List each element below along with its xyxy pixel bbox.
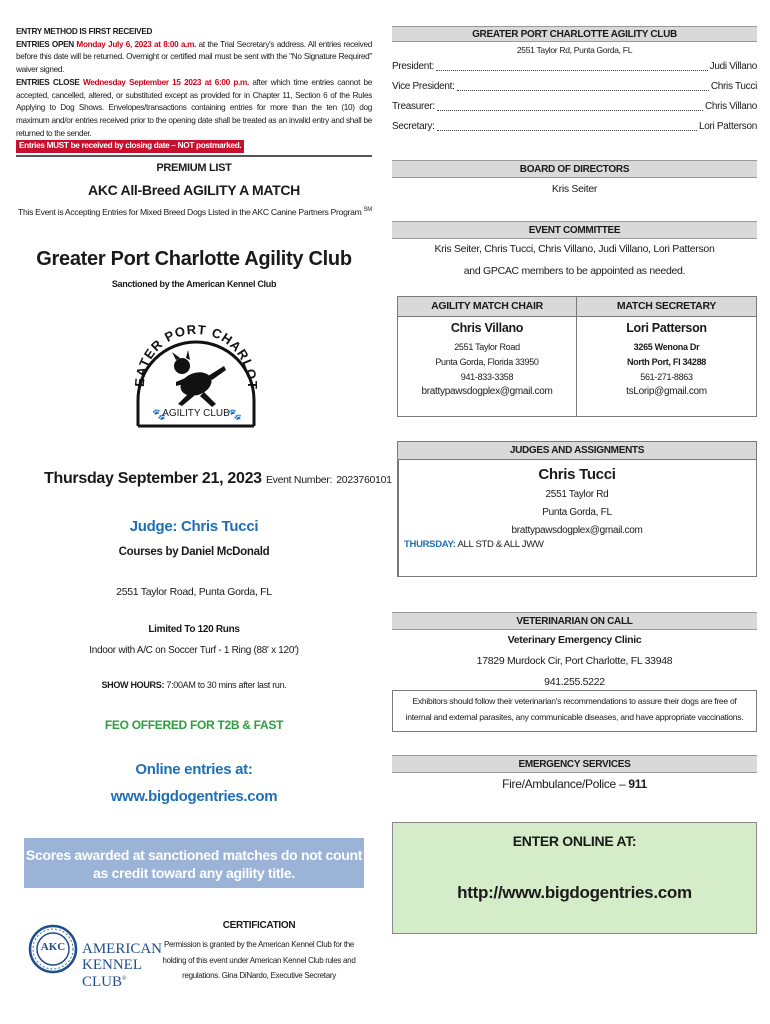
enter-online-url[interactable]: http://www.bigdogentries.com: [457, 883, 692, 902]
chair-email[interactable]: brattypawsdogplex@gmail.com: [421, 386, 553, 397]
officer-row: [392, 57, 757, 77]
closing-note: Entries MUST be received by closing date – NOT postmarked.: [16, 140, 244, 153]
show-hours-value: 7:00AM to 30 mins after last run.: [166, 680, 287, 690]
akc-seal-logo: [28, 924, 78, 974]
secretary-name: Lori Patterson: [626, 321, 707, 335]
judge-name: Chris Tucci: [538, 466, 616, 483]
akc-seal-text: AKC: [40, 941, 66, 953]
club-box-address: 2551 Taylor Rd, Punta Gorda, FL: [516, 45, 633, 55]
premium-list-title: PREMIUM LIST: [156, 162, 232, 174]
secretary-street: 3265 Wenona Dr: [633, 342, 700, 352]
divider: [16, 155, 372, 157]
assignment-day: THURSDAY:: [404, 539, 456, 550]
emergency-header: EMERGENCY SERVICES: [392, 755, 757, 773]
mixed-breed-note: [10, 207, 380, 217]
chair-name: Chris Villano: [450, 321, 524, 335]
service-mark: SM: [363, 207, 372, 214]
board-header: BOARD OF DIRECTORS: [392, 160, 757, 178]
event-number-label: Event Number:: [265, 474, 333, 486]
entries-close-paragraph: [16, 77, 372, 141]
event-number: 2023760101: [336, 474, 392, 486]
mixed-breed-text: This Event is Accepting Entries for Mixed Breed Dogs Listed in the AKC Canine Partners Program: [18, 207, 362, 217]
akc-wordmark-line2-wrap: [82, 957, 162, 990]
match-title: AKC All-Breed AGILITY A MATCH: [88, 182, 300, 198]
chair-city: Punta Gorda, Florida 33950: [435, 357, 539, 367]
officers-list: [392, 57, 757, 137]
committee-line1: Kris Seiter, Chris Tucci, Chris Villano, Judi Villano, Lori Patterson: [434, 243, 715, 255]
secretary-email[interactable]: tsLorip@gmail.com: [626, 386, 707, 397]
secretary-city: North Port, Fl 34288: [626, 357, 707, 367]
committee-line2: and GPCAC members to be appointed as needed.: [463, 265, 686, 277]
logo-bottom-text: AGILITY CLUB: [162, 408, 230, 419]
akc-wordmark: [82, 942, 162, 990]
officer-name: Chris Tucci: [710, 81, 757, 92]
assignment-classes: ALL STD & ALL JWW: [457, 539, 544, 550]
event-address: 2551 Taylor Road, Punta Gorda, FL: [116, 586, 272, 598]
officer-role: Treasurer:: [392, 101, 435, 112]
event-date: Thursday September 21, 2023: [44, 470, 262, 487]
paw-print-icon-right: 🐾: [228, 409, 242, 421]
entries-open-label: ENTRIES OPEN: [16, 39, 74, 49]
emergency-number: 911: [628, 777, 647, 791]
show-hours-label: SHOW HOURS:: [101, 680, 165, 690]
club-box-header: GREATER PORT CHARLOTTE AGILITY CLUB: [392, 26, 757, 42]
entries-open-text: at the Trial Secretary's address. All entries received before this date will be returned. Overnight or certified mail must be sent with the "No Signature Required" waiver signed.: [16, 39, 372, 75]
scores-note-banner: [24, 838, 364, 888]
emergency-line: [392, 777, 757, 791]
entries-open-date: Monday July 6, 2023 at 8:00 a.m.: [76, 39, 197, 49]
enter-online-label: ENTER ONLINE AT:: [512, 833, 637, 849]
event-date-line: [44, 470, 392, 488]
secretary-column: [577, 297, 756, 416]
judges-box: [397, 441, 757, 577]
akc-wordmark-line2: KENNEL CLUB: [82, 957, 142, 990]
indoor-info: Indoor with A/C on Soccer Turf - 1 Ring (88' x 120'): [89, 645, 299, 656]
chair-column: [398, 297, 577, 416]
judge-email[interactable]: brattypawsdogplex@gmail.com: [511, 525, 643, 536]
chair-street: 2551 Taylor Road: [454, 342, 520, 352]
emergency-text: Fire/Ambulance/Police –: [502, 777, 626, 791]
akc-wordmark-line1: AMERICAN: [82, 941, 163, 957]
courses-by: Courses by Daniel McDonald: [118, 546, 270, 558]
vet-address: 17829 Murdock Cir, Port Charlotte, FL 33948: [476, 655, 673, 667]
committee-header: EVENT COMMITTEE: [392, 221, 757, 239]
officer-row: [392, 77, 757, 97]
vet-note: Exhibitors should follow their veterinarian's recommendations to assure their dogs are free of internal and external parasites, any communicable diseases, and have appropriate vaccinations.: [392, 690, 757, 732]
officer-name: Chris Villano: [704, 101, 757, 112]
entry-info-block: [16, 26, 372, 153]
judge-assignment: [398, 539, 756, 550]
vet-phone: 941.255.5222: [544, 676, 605, 688]
entries-open-paragraph: [16, 39, 372, 77]
feo-offered: FEO OFFERED FOR T2B & FAST: [104, 718, 284, 732]
dog-silhouette: [172, 350, 226, 407]
chair-phone: 941-833-3358: [460, 372, 514, 382]
vet-clinic: Veterinary Emergency Clinic: [507, 634, 642, 646]
officer-row: [392, 117, 757, 137]
vet-header: VETERINARIAN ON CALL: [392, 612, 757, 630]
officer-role: Secretary:: [392, 121, 435, 132]
judge-street: 2551 Taylor Rd: [545, 489, 609, 500]
scores-note-text: Scores awarded at sanctioned matches do not count as credit toward any agility title.: [25, 847, 363, 882]
entries-close-label: ENTRIES CLOSE: [16, 77, 80, 87]
chair-header: AGILITY MATCH CHAIR: [398, 297, 576, 317]
paw-print-icon-left: 🐾: [152, 409, 166, 421]
officer-name: Judi Villano: [709, 61, 757, 72]
entry-method: ENTRY METHOD IS FIRST RECEIVED: [16, 27, 153, 36]
sanctioned-text: Sanctioned by the American Kennel Club: [111, 279, 277, 289]
club-logo: [130, 300, 262, 448]
secretary-header: MATCH SECRETARY: [577, 297, 756, 317]
certification-text: Permission is granted by the American Kennel Club for the holding of this event under American Kennel Club rules and regulations. Gina DiNardo, Executive Secretary: [162, 940, 356, 981]
akc-registered-mark: ®: [122, 975, 127, 982]
judge-heading: Judge: Chris Tucci: [129, 518, 259, 535]
contacts-table: [397, 296, 757, 417]
logo-arc-text: EATER PORT CHARLOT: [131, 321, 261, 390]
judges-header: JUDGES AND ASSIGNMENTS: [398, 442, 756, 460]
certification-title: CERTIFICATION: [222, 920, 296, 931]
judge-city: Punta Gorda, FL: [542, 507, 612, 518]
online-entries-url[interactable]: www.bigdogentries.com: [110, 788, 278, 805]
officer-name: Lori Patterson: [698, 121, 757, 132]
club-officers-box: [392, 26, 757, 132]
online-entries-label: Online entries at:: [135, 761, 253, 778]
show-hours: [16, 680, 372, 690]
board-members: Kris Seiter: [551, 183, 598, 195]
secretary-phone: 561-271-8863: [640, 372, 693, 382]
limited-runs: Limited To 120 Runs: [148, 624, 240, 635]
officer-row: [392, 97, 757, 117]
entries-close-date: Wednesday September 15 2023 at 6:00 p.m.: [83, 77, 249, 87]
entries-close-text: after which time entries cannot be accepted, cancelled, altered, or substituted except as provided for in Chapter 11, Section 6 of the Rules Applying to Dog Shows. Envelopes/transactions containing entries for more than the ten (10) dog maximum and/or entries received prior to the opening date shall be treated as an invalid entry and shall be returned to the sender.: [16, 77, 372, 138]
officer-role: Vice President:: [392, 81, 455, 92]
enter-online-box: [392, 822, 757, 934]
club-name-heading: Greater Port Charlotte Agility Club: [36, 248, 352, 270]
officer-role: President:: [392, 61, 435, 72]
